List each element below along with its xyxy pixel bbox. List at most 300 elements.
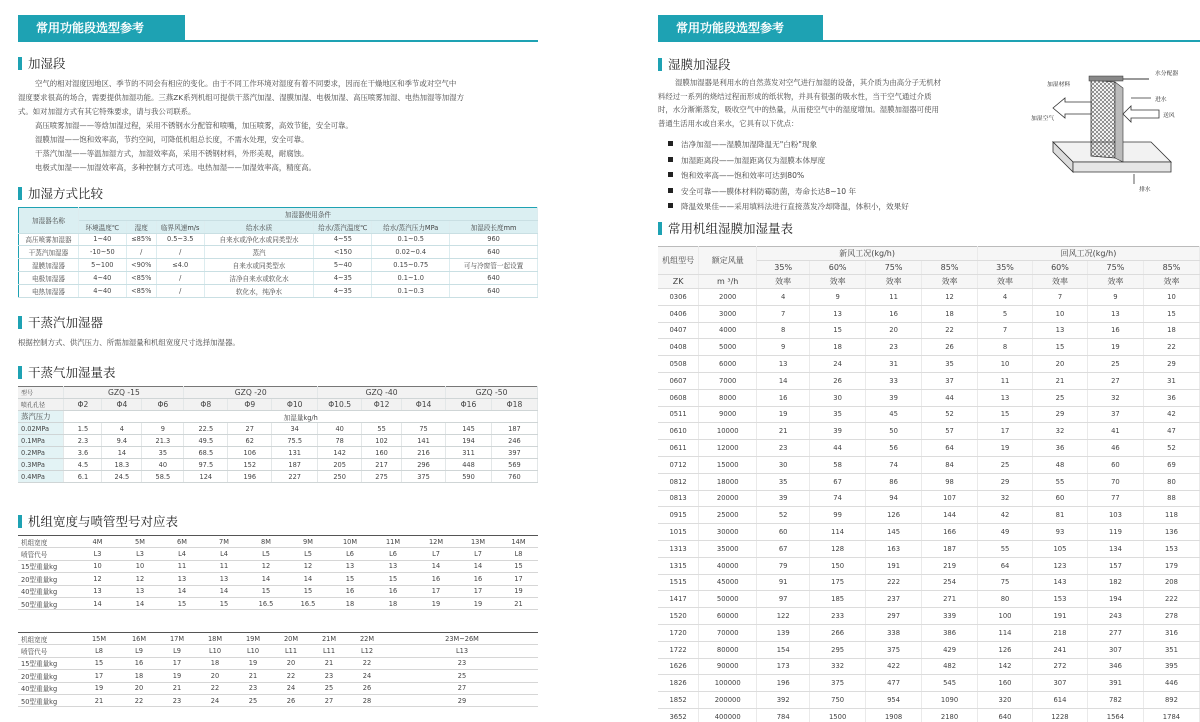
table-cell: 23 [386, 657, 538, 669]
table-cell: 64 [922, 440, 978, 457]
table-cell: 24.5 [102, 471, 142, 483]
table-cell: 23M~26M [386, 633, 538, 645]
table-cell: 1908 [866, 708, 922, 722]
table-cell: 10000 [699, 423, 757, 440]
table-cell: 9M [287, 536, 329, 548]
table-cell: 42 [978, 507, 1033, 524]
table-cell: 614 [1033, 692, 1088, 709]
table-cell: 24 [196, 694, 234, 706]
list-item: 降温效果佳——采用填料法进行直接蒸发冷却降温，体积小，效果好 [668, 199, 909, 215]
table-row [18, 471, 538, 483]
table-cell: 12000 [699, 440, 757, 457]
table-cell: 205 [318, 459, 362, 471]
label-inlet: 进水 [1155, 97, 1167, 103]
table-cell: 750 [810, 692, 866, 709]
table-cell: 191 [1033, 608, 1088, 625]
table-cell: L5 [245, 548, 287, 560]
table-cell: 97.5 [184, 459, 228, 471]
table-cell: 18000 [699, 473, 757, 490]
section-title-width-map: 机组宽度与喷管型号对应表 [18, 514, 178, 530]
table-cell: 122 [757, 608, 810, 625]
table-cell: 237 [866, 591, 922, 608]
table-cell: 40 [318, 423, 362, 435]
table-row [18, 548, 538, 560]
table-cell: L8 [78, 645, 120, 657]
table-cell: 241 [1033, 641, 1088, 658]
table-cell: 143 [1033, 574, 1088, 591]
table-cell: 25 [386, 670, 538, 682]
table-cell: 21 [1033, 372, 1088, 389]
table-cell: 29 [978, 473, 1033, 490]
table-cell: 11 [161, 560, 203, 572]
row-label: 喷管代号 [18, 645, 78, 657]
row-label: 1015 [658, 524, 699, 541]
table-row [18, 633, 538, 645]
row-label: 1315 [658, 557, 699, 574]
table-cell: 44 [922, 389, 978, 406]
table-cell: 15 [371, 573, 415, 585]
table-cell: 15 [810, 322, 866, 339]
table-row [18, 670, 538, 682]
table-cell: 23 [234, 682, 272, 694]
table-cell: 375 [402, 471, 446, 483]
table-cell: 13 [757, 356, 810, 373]
table-cell: 154 [757, 641, 810, 658]
table-cell: 3.6 [64, 447, 102, 459]
table-cell: 391 [1087, 675, 1143, 692]
table-cell: 67 [757, 540, 810, 557]
table-cell: 48 [1033, 456, 1088, 473]
table-cell: 8 [978, 339, 1033, 356]
section-marker [658, 222, 662, 235]
table-cell: 19 [757, 406, 810, 423]
list-item: 安全可靠——膜体材料防霉防菌，寿命长达8~10 年 [668, 184, 909, 200]
table-cell: 163 [866, 540, 922, 557]
table-cell: 39 [810, 423, 866, 440]
label-humid-air: 加湿空气 [1031, 116, 1055, 122]
table-cell: 12 [76, 573, 119, 585]
table-cell: 320 [978, 692, 1033, 709]
table-cell: 13 [203, 573, 245, 585]
table-cell: 4~40 [78, 284, 126, 297]
table-row [658, 708, 1200, 722]
table-cell: 14 [119, 597, 161, 609]
table-cell: L3 [76, 548, 119, 560]
table-cell: L3 [119, 548, 161, 560]
left-page [0, 0, 560, 722]
table-cell: 297 [866, 608, 922, 625]
table-cell: L11 [310, 645, 348, 657]
row-label: 0407 [658, 322, 699, 339]
table-cell: 153 [1033, 591, 1088, 608]
table-cell: 954 [866, 692, 922, 709]
row-label: 40型重量kg [18, 585, 76, 597]
table-cell: 30000 [699, 524, 757, 541]
row-label: 电极加湿器 [19, 271, 79, 284]
table-cell: 19 [234, 657, 272, 669]
unit-label: 加湿量kg/h [64, 411, 538, 423]
section-marker [658, 58, 662, 71]
row-label: 0712 [658, 456, 699, 473]
table-row [658, 624, 1200, 641]
table-cell: 67 [810, 473, 866, 490]
row-label: 机组宽度 [18, 536, 76, 548]
table-row [658, 557, 1200, 574]
list-item: 洁净加湿——湿膜加湿降温无"白粉"现象 [668, 137, 909, 153]
nozzle-label: 喷孔孔径 [18, 399, 64, 411]
row-label: 1720 [658, 624, 699, 641]
table-row [19, 259, 538, 272]
table-cell: 3000 [699, 305, 757, 322]
table-cell: 36 [1143, 389, 1199, 406]
table-cell: 196 [757, 675, 810, 692]
table-cell: 124 [184, 471, 228, 483]
table-cell: 18M [196, 633, 234, 645]
table-cell: 9.4 [102, 435, 142, 447]
table-cell: 88 [1143, 490, 1199, 507]
right-page [638, 0, 1200, 722]
table-cell: / [156, 271, 204, 284]
table-cell: <150 [314, 246, 372, 259]
table-cell: 75.5 [272, 435, 318, 447]
right-banner: 常用功能段选型参考 [658, 15, 823, 41]
table-cell: 18 [371, 597, 415, 609]
table-cell: 7 [1033, 289, 1088, 306]
table-cell: 25 [978, 456, 1033, 473]
table-row [19, 284, 538, 297]
table-cell: 103 [1087, 507, 1143, 524]
table-cell: 32 [978, 490, 1033, 507]
table-cell: 4~35 [314, 284, 372, 297]
table-cell: 17M [158, 633, 196, 645]
table-cell: 7000 [699, 372, 757, 389]
table-cell: 13 [1087, 305, 1143, 322]
table-cell: 397 [491, 447, 537, 459]
table-cell: 97 [757, 591, 810, 608]
table-cell: 19 [78, 682, 120, 694]
table-cell: 12 [119, 573, 161, 585]
table-cell: 100 [978, 608, 1033, 625]
section-marker [18, 57, 22, 70]
table-cell: 222 [866, 574, 922, 591]
table-cell: 30 [810, 389, 866, 406]
left-banner: 常用功能段选型参考 [18, 15, 185, 41]
table-cell: 19 [158, 670, 196, 682]
table-cell: 9 [1087, 289, 1143, 306]
table-cell: 洁净自来水或软化水 [204, 271, 314, 284]
table-cell: 15000 [699, 456, 757, 473]
table-cell: 12M [415, 536, 457, 548]
row-label: 1722 [658, 641, 699, 658]
table-cell: 22 [272, 670, 310, 682]
table-row [18, 657, 538, 669]
section-marker [18, 187, 22, 200]
section-title-dry-steam: 干蒸汽加湿器 [18, 315, 103, 331]
table-cell: 10 [1143, 289, 1199, 306]
section-marker [18, 366, 22, 379]
table-cell: 58 [810, 456, 866, 473]
table-cell: 80 [1143, 473, 1199, 490]
table-cell: 15 [203, 597, 245, 609]
table-cell: 375 [810, 675, 866, 692]
table-cell: 19M [234, 633, 272, 645]
table-cell: 2000 [699, 289, 757, 306]
table-cell: 196 [228, 471, 272, 483]
table-cell: 7M [203, 536, 245, 548]
table-cell: 14 [287, 573, 329, 585]
table-cell: L9 [120, 645, 158, 657]
table-cell: 1564 [1087, 708, 1143, 722]
table-cell: L7 [415, 548, 457, 560]
table-cell: 64 [978, 557, 1033, 574]
section-title-membrane-table: 常用机组湿膜加湿量表 [658, 221, 793, 237]
dry-steam-text: 根据控制方式、供汽压力、所需加湿量和机组宽度尺寸选择加湿器。 [18, 338, 240, 347]
table-cell: 296 [402, 459, 446, 471]
table-cell: 14 [245, 573, 287, 585]
table-row [658, 574, 1200, 591]
membrane-amount-table [658, 246, 1200, 722]
table-cell: 12 [287, 560, 329, 572]
table-cell: 482 [922, 658, 978, 675]
table-cell: 50000 [699, 591, 757, 608]
table-cell: 271 [922, 591, 978, 608]
table-cell: 13 [810, 305, 866, 322]
table-cell: 36 [1033, 440, 1088, 457]
membrane-intro: 湿膜加湿器是利用水的自然蒸发对空气进行加湿的设备，其介质为由高分子无机材 料经过一系列的烧结过程而形成的纸状物，并具有很强的吸水性，当干空气通过介质 时，水分渐渐蒸发，吸收空气中的热量，从而使空气中的湿度增加。湿膜加湿器可使用 普通生活用水或自来水，它具有以下优点： [658, 78, 942, 128]
table-cell: 21 [310, 657, 348, 669]
table-cell: 60000 [699, 608, 757, 625]
table-cell: 23 [310, 670, 348, 682]
table-cell: 32 [1087, 389, 1143, 406]
table-cell: 15 [499, 560, 538, 572]
table-cell: 191 [866, 557, 922, 574]
table-cell: 23 [158, 694, 196, 706]
table-cell: 23 [757, 440, 810, 457]
table-row [18, 423, 538, 435]
row-label: 1520 [658, 608, 699, 625]
table-cell: 20 [1033, 356, 1088, 373]
table-cell: 35000 [699, 540, 757, 557]
table-cell: 222 [1143, 591, 1199, 608]
list-item: 加湿距离段——加湿距离仅为湿膜本体厚度 [668, 153, 909, 169]
table-cell: 332 [810, 658, 866, 675]
table-cell: 20000 [699, 490, 757, 507]
section-marker [18, 515, 22, 528]
row-label: 0.3MPa [18, 459, 64, 471]
table-cell: <85% [126, 271, 156, 284]
row-label: 1826 [658, 675, 699, 692]
table-cell: 10 [119, 560, 161, 572]
table-cell: 152 [228, 459, 272, 471]
table-cell: 5000 [699, 339, 757, 356]
humidifier-compare-table [18, 207, 538, 298]
row-label: 0306 [658, 289, 699, 306]
table-cell: 346 [1087, 658, 1143, 675]
row-label: 湿膜加湿器 [19, 259, 79, 272]
row-label: 干蒸汽加湿器 [19, 246, 79, 259]
table-cell: 272 [1033, 658, 1088, 675]
table-cell: 17 [457, 585, 499, 597]
table-cell: 17 [499, 573, 538, 585]
table-row [658, 692, 1200, 709]
table-cell: 4~55 [314, 233, 372, 246]
table-cell: 128 [810, 540, 866, 557]
table-cell: 49 [978, 524, 1033, 541]
row-label: 0.4MPa [18, 471, 64, 483]
table-cell: 2.3 [64, 435, 102, 447]
table-cell: 429 [922, 641, 978, 658]
table-cell: 144 [922, 507, 978, 524]
row-label: 20型重量kg [18, 670, 78, 682]
table-cell: ≤4.0 [156, 259, 204, 272]
table-row [18, 645, 538, 657]
table-row [19, 271, 538, 284]
table-cell: 338 [866, 624, 922, 641]
row-label: 0.2MPa [18, 447, 64, 459]
table-cell: 20 [272, 657, 310, 669]
table-row [658, 356, 1200, 373]
row-label: 0608 [658, 389, 699, 406]
label-supply: 送风 [1163, 113, 1175, 119]
table-cell: 1.5 [64, 423, 102, 435]
table-cell: 123 [1033, 557, 1088, 574]
table-cell: 307 [1087, 641, 1143, 658]
pressure-label: 蒸汽压力 [18, 411, 64, 423]
table-cell: 100000 [699, 675, 757, 692]
table-cell: 446 [1143, 675, 1199, 692]
table-cell: 22.5 [184, 423, 228, 435]
table-cell: 55 [362, 423, 402, 435]
table-cell: 19 [1087, 339, 1143, 356]
row-label: 机组宽度 [18, 633, 78, 645]
table-cell: 1500 [810, 708, 866, 722]
table-cell: 18 [810, 339, 866, 356]
table-cell: 400000 [699, 708, 757, 722]
table-cell: 392 [757, 692, 810, 709]
table-cell: 14 [161, 585, 203, 597]
table-cell: 55 [978, 540, 1033, 557]
table-row [658, 608, 1200, 625]
table-cell: 15 [78, 657, 120, 669]
table-cell: 23 [866, 339, 922, 356]
table-cell: 6.1 [64, 471, 102, 483]
table-cell: 软化水，纯净水 [204, 284, 314, 297]
table-cell: 12 [245, 560, 287, 572]
h-fresh: 新风工况(kg/h) [757, 247, 978, 261]
table-header-row: ZK m ³/h 效率 效率 效率 效率 效率 效率 效率 效率 [658, 275, 1200, 289]
table-row [18, 447, 538, 459]
row-label: 1515 [658, 574, 699, 591]
table-cell: 187 [922, 540, 978, 557]
table-cell: L8 [499, 548, 538, 560]
table-cell: 295 [810, 641, 866, 658]
table-cell: 5M [119, 536, 161, 548]
table-cell: 18 [329, 597, 371, 609]
row-label: 0408 [658, 339, 699, 356]
table-cell: 15M [78, 633, 120, 645]
table-cell: 1090 [922, 692, 978, 709]
table-cell: 27 [386, 682, 538, 694]
table-cell: 22 [120, 694, 158, 706]
table-cell: 58.5 [142, 471, 184, 483]
table-cell: 79 [757, 557, 810, 574]
table-row [658, 456, 1200, 473]
table-cell: 自来水或同类型水 [204, 259, 314, 272]
table-cell: 52 [1143, 440, 1199, 457]
table-cell: 187 [272, 459, 318, 471]
table-cell: 94 [866, 490, 922, 507]
table-cell: 10 [978, 356, 1033, 373]
table-cell: 150 [810, 557, 866, 574]
table-cell: 11 [203, 560, 245, 572]
table-cell: 15 [245, 585, 287, 597]
table-cell: 640 [978, 708, 1033, 722]
table-cell: 22 [1143, 339, 1199, 356]
table-cell: 30 [757, 456, 810, 473]
table-group-header: 加湿器使用条件 [78, 208, 537, 221]
table-cell: 14 [76, 597, 119, 609]
table-cell: 15 [161, 597, 203, 609]
table-cell: 34 [272, 423, 318, 435]
table-cell: 4M [76, 536, 119, 548]
table-cell: 1~40 [78, 233, 126, 246]
table-cell: 386 [922, 624, 978, 641]
table-cell: 49.5 [184, 435, 228, 447]
table-cell: 0.1~0.3 [372, 284, 450, 297]
table-cell: 84 [922, 456, 978, 473]
table-row [18, 597, 538, 609]
table-cell: 可与冷窗管一起设置 [450, 259, 538, 272]
table-cell: 55 [1033, 473, 1088, 490]
row-label: 0611 [658, 440, 699, 457]
table-cell: 22M [348, 633, 386, 645]
table-cell: 45 [866, 406, 922, 423]
table-cell: 7 [978, 322, 1033, 339]
table-cell: 74 [866, 456, 922, 473]
table-row [658, 339, 1200, 356]
table-cell: 19 [499, 585, 538, 597]
table-cell: 22 [922, 322, 978, 339]
table-cell: 200000 [699, 692, 757, 709]
row-label: 15型重量kg [18, 560, 76, 572]
table-cell: 422 [866, 658, 922, 675]
table-cell: 153 [1143, 540, 1199, 557]
table-cell: 1228 [1033, 708, 1088, 722]
table-cell: 275 [362, 471, 402, 483]
table-cell: 4 [978, 289, 1033, 306]
row-label: 1626 [658, 658, 699, 675]
table-cell: 22 [348, 657, 386, 669]
table-cell: 6000 [699, 356, 757, 373]
table-cell: L10 [234, 645, 272, 657]
table-cell: 19 [457, 597, 499, 609]
table-cell: 760 [491, 471, 537, 483]
table-row [658, 641, 1200, 658]
table-row [18, 694, 538, 706]
section-marker [18, 316, 22, 329]
table-header-row: 环境温度℃ 湿度 临界风速m/s 给水水质 给水/蒸汽温度℃ 给水/蒸汽压力MPa 加湿段长度mm [19, 220, 538, 233]
table-cell: 266 [810, 624, 866, 641]
table-cell: 160 [362, 447, 402, 459]
table-cell: 16 [866, 305, 922, 322]
table-cell: 18 [120, 670, 158, 682]
table-cell: 4~40 [78, 271, 126, 284]
table-cell: 9 [142, 423, 184, 435]
table-cell: 2180 [922, 708, 978, 722]
table-cell: 145 [446, 423, 492, 435]
table-row [658, 440, 1200, 457]
table-cell: 448 [446, 459, 492, 471]
